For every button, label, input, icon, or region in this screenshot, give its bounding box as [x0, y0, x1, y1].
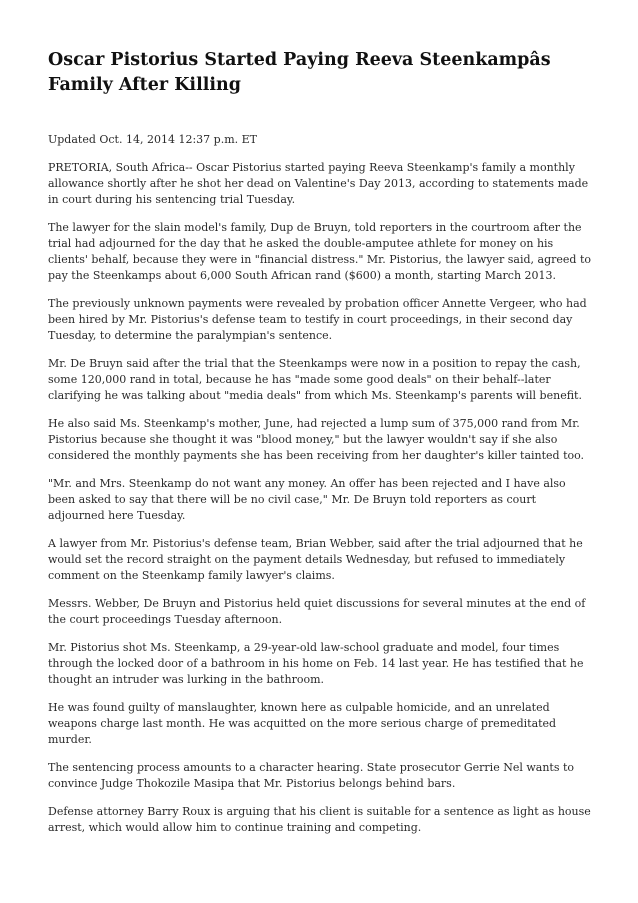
document-page	[48, 48, 596, 848]
paragraph: "Mr. and Mrs. Steenkamp do not want any money. An offer has been rejected and I have also been asked to say that there will be no civil case," Mr. De Bruyn told reporters as court adjourned here Tuesday.	[48, 477, 566, 522]
paragraph: PRETORIA, South Africa-- Oscar Pistorius started paying Reeva Steenkamp's family a monthly allowance shortly after he shot her dead on Valentine's Day 2013, according to statements made in court during his sentencing trial Tuesday.	[48, 161, 589, 206]
paragraph: Defense attorney Barry Roux is arguing that his client is suitable for a sentence as light as house arrest, which would allow him to continue training and competing.	[48, 805, 591, 834]
paragraph: The sentencing process amounts to a character hearing. State prosecutor Gerrie Nel wants to convince Judge Thokozile Masipa that Mr. Pistorius belongs behind bars.	[48, 761, 575, 790]
paragraph: Messrs. Webber, De Bruyn and Pistorius held quiet discussions for several minutes at the end of the court proceedings Tuesday afternoon.	[48, 597, 586, 626]
article-body	[48, 132, 596, 836]
updated-timestamp: Updated Oct. 14, 2014 12:37 p.m. ET	[48, 133, 257, 146]
paragraph: He was found guilty of manslaughter, known here as culpable homicide, and an unrelated weapons charge last month. He was acquitted on the more serious charge of premeditated murder.	[48, 701, 557, 746]
paragraph: The lawyer for the slain model's family, Dup de Bruyn, told reporters in the courtroom after the trial had adjourned for the day that he asked the double-amputee athlete for money on his clients' behalf, because they were in "financial distress." Mr. Pistorius, the lawyer said, agreed to pay the Steenkamps about 6,000 South African rand ($600) a month, starting March 2013.	[48, 221, 592, 282]
paragraph: A lawyer from Mr. Pistorius's defense team, Brian Webber, said after the trial adjourned that he would set the record straight on the payment details Wednesday, but refused to immediately comment on the Steenkamp family lawyer's claims.	[48, 537, 583, 582]
paragraph: He also said Ms. Steenkamp's mother, June, had rejected a lump sum of 375,000 rand from Mr. Pistorius because she thought it was "blood money," but the lawyer wouldn't say if she also considered the monthly payments she has been receiving from her daughter's killer tainted too.	[48, 417, 585, 462]
paragraph: Mr. Pistorius shot Ms. Steenkamp, a 29-year-old law-school graduate and model, four times through the locked door of a bathroom in his home on Feb. 14 last year. He has testified that he thought an intruder was lurking in the bathroom.	[48, 641, 584, 686]
paragraph: The previously unknown payments were revealed by probation officer Annette Vergeer, who had been hired by Mr. Pistorius's defense team to testify in court proceedings, in their second day Tuesday, to determine the paralympian's sentence.	[48, 297, 587, 342]
article-headline: Oscar Pistorius Started Paying Reeva Steenkampâs Family After Killing	[48, 50, 551, 95]
paragraph: Mr. De Bruyn said after the trial that the Steenkamps were now in a position to repay the cash, some 120,000 rand in total, because he has "made some good deals" on their behalf--later clarifying he was talking about "media deals" from which Ms. Steenkamp's parents will benefit.	[48, 357, 582, 402]
